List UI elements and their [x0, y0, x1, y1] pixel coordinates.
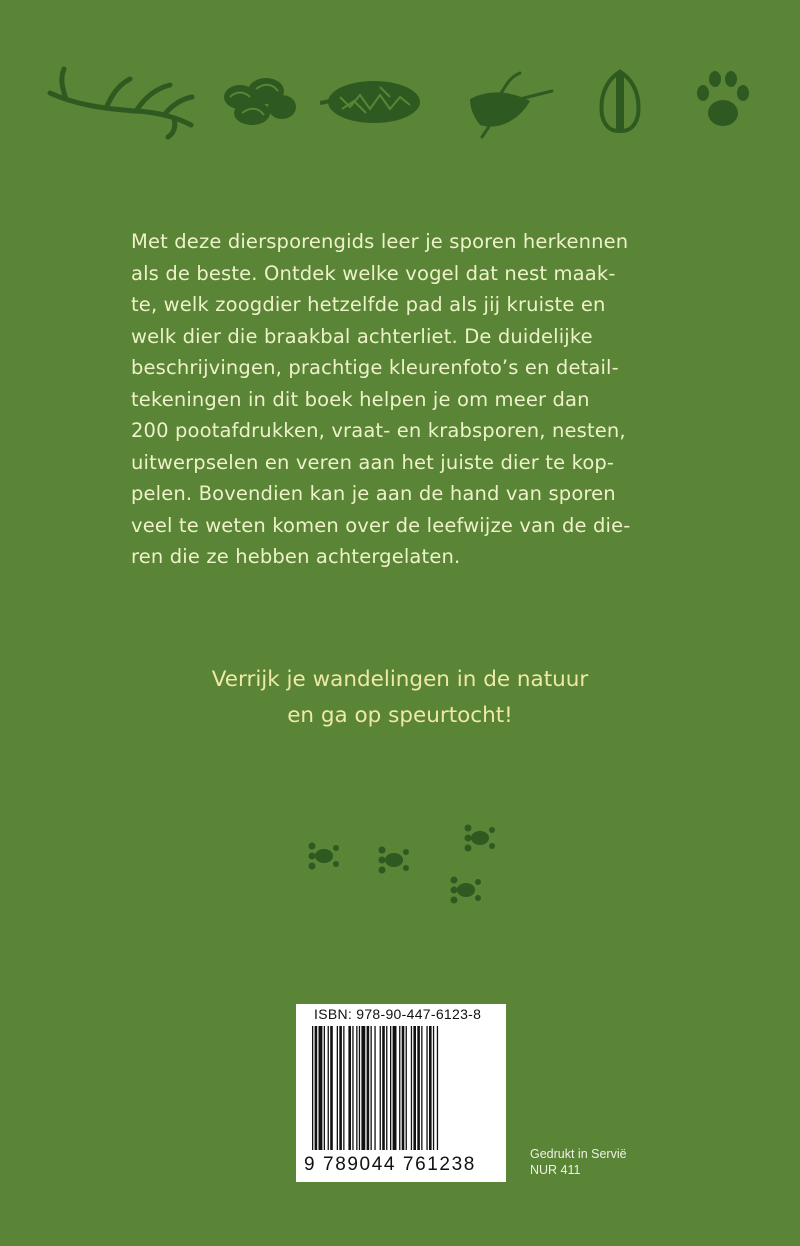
tagline-line-1: Verrijk je wandelingen in de natuur	[211, 667, 589, 692]
barcode-bars	[302, 1026, 500, 1154]
hoof-print-icon	[596, 69, 644, 135]
paw-print-icon	[694, 69, 752, 131]
blurb-line: ren die ze hebben achtergelaten.	[131, 545, 461, 568]
imprint-info	[530, 1146, 627, 1178]
blurb-line: welk dier die braakbal achterliet. De duidelijke	[131, 324, 593, 348]
tagline-line-2: en ga op speurtocht!	[287, 703, 513, 728]
track-print-1	[309, 843, 340, 870]
blurb-line: tekeningen in dit boek helpen je om meer dan	[131, 387, 590, 411]
blurb-line: 200 pootafdrukken, vraat- en krabsporen, nesten,	[131, 419, 626, 442]
blurb-line: als de beste. Ontdek welke vogel dat nest maak-	[131, 261, 616, 285]
isbn-label: ISBN: 978-90-447-6123-8	[314, 1006, 482, 1022]
tagline	[100, 662, 700, 734]
back-cover-blurb	[131, 226, 668, 573]
pinecone-icon	[320, 77, 424, 127]
blurb-line: Met deze diersporengids leer je sporen herkennen	[131, 230, 629, 253]
antler-icon	[46, 65, 196, 140]
isbn-barcode	[296, 1004, 506, 1182]
track-print-4	[451, 877, 482, 904]
blurb-line: beschrijvingen, prachtige kleurenfoto’s en detail-	[131, 356, 619, 379]
nur-code-label: NUR 411	[530, 1163, 581, 1177]
animal-tracks-illustration	[290, 810, 520, 920]
fungus-icon	[220, 75, 300, 130]
feather-tuft-icon	[460, 69, 556, 139]
blurb-line: uitwerpselen en veren aan het juiste dier te kop-	[131, 450, 615, 474]
track-print-2	[379, 847, 410, 874]
blurb-line: te, welk zoogdier hetzelfde pad als jij kruiste en	[131, 293, 606, 316]
illustration-strip	[0, 55, 800, 145]
blurb-line: pelen. Bovendien kan je aan de hand van sporen	[131, 482, 616, 505]
printed-in-label: Gedrukt in Servië	[530, 1147, 627, 1161]
barcode-digits: 9 789044 761238	[304, 1154, 476, 1175]
blurb-line: veel te weten komen over de leefwijze van de die-	[131, 513, 631, 537]
track-print-3	[465, 825, 496, 852]
